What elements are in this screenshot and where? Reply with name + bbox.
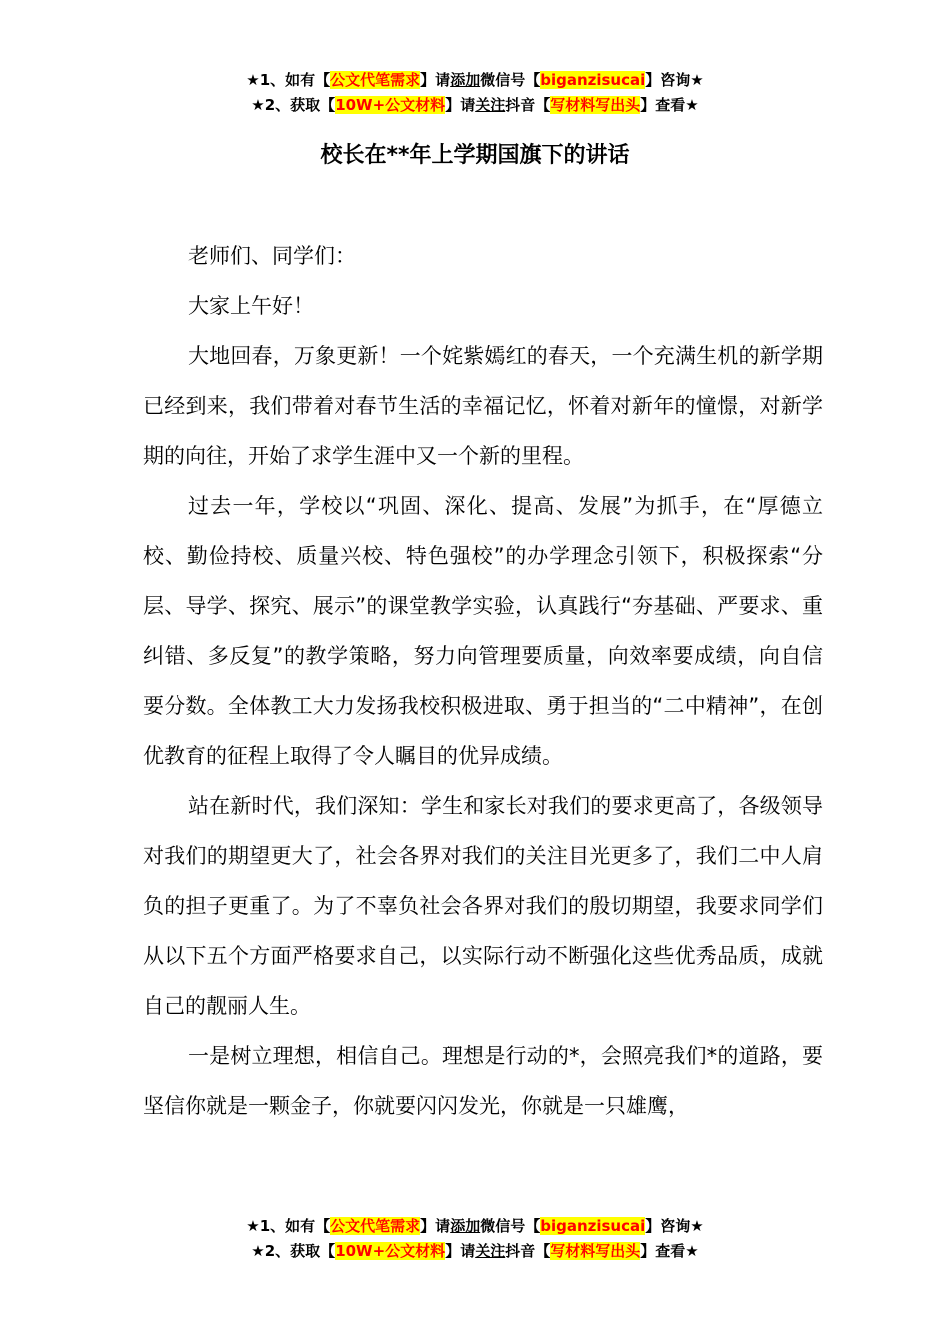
banner-text: 】咨询★ (645, 1217, 704, 1235)
banner-text: 抖音【 (505, 1242, 551, 1260)
banner-text: 】查看★ (640, 1242, 699, 1260)
banner-text: 微信号【 (480, 71, 541, 89)
banner-text: ★2、获取【 (251, 1242, 336, 1260)
paragraph: 大地回春，万象更新！一个姹紫嫣红的春天，一个充满生机的新学期已经到来，我们带着对春节生活的幸福记忆，怀着对新年的憧憬，对新学期的向往，开始了求学生涯中又一个新的里程。 (143, 344, 823, 468)
wechat-id: biganzisucai (540, 71, 646, 89)
banner-underlined: 关注 (475, 96, 506, 114)
banner-line-1 (0, 68, 950, 93)
header-banner (0, 68, 950, 118)
banner-underlined: 添加 (450, 71, 481, 89)
banner-text: 】咨询★ (645, 71, 704, 89)
douyin-account: 写材料写出头 (550, 1242, 641, 1260)
banner-text: 微信号【 (480, 1217, 541, 1235)
document-body (143, 231, 823, 1131)
banner-line-2 (0, 1239, 950, 1264)
banner-text: 】请 (420, 1217, 451, 1235)
banner-text: 】请 (445, 96, 476, 114)
banner-text: 】查看★ (640, 96, 699, 114)
banner-text: 】请 (420, 71, 451, 89)
banner-line-2 (0, 93, 950, 118)
banner-underlined: 关注 (475, 1242, 506, 1260)
banner-text: ★2、获取【 (251, 96, 336, 114)
douyin-account: 写材料写出头 (550, 96, 641, 114)
document-title: 校长在**年上学期国旗下的讲话 (320, 143, 630, 168)
banner-highlight: 10W+公文材料 (335, 1242, 446, 1260)
banner-text: 抖音【 (505, 96, 551, 114)
footer-banner (0, 1214, 950, 1264)
wechat-id: biganzisucai (540, 1217, 646, 1235)
banner-underlined: 添加 (450, 1217, 481, 1235)
paragraph: 过去一年，学校以“巩固、深化、提高、发展”为抓手，在“厚德立校、勤俭持校、质量兴校、特色强校”的办学理念引领下，积极探索“分层、导学、探究、展示”的课堂教学实验，认真践行“夯基础、严要求、重纠错、多反复”的教学策略，努力向管理要质量，向效率要成绩，向自信要分数。全体教工大力发扬我校积极进取、勇于担当的“二中精神”，在创优教育的征程上取得了令人瞩目的优异成绩。 (143, 494, 823, 768)
banner-highlight: 10W+公文材料 (335, 96, 446, 114)
banner-text: 】请 (445, 1242, 476, 1260)
banner-highlight: 公文代笔需求 (330, 1217, 421, 1235)
greeting: 大家上午好！ (188, 294, 314, 318)
banner-highlight: 公文代笔需求 (330, 71, 421, 89)
paragraph: 一是树立理想，相信自己。理想是行动的*，会照亮我们*的道路，要坚信你就是一颗金子，你就要闪闪发光，你就是一只雄鹰， (143, 1044, 823, 1118)
banner-text: ★1、如有【 (246, 1217, 331, 1235)
paragraph: 站在新时代，我们深知：学生和家长对我们的要求更高了，各级领导对我们的期望更大了，社会各界对我们的关注目光更多了，我们二中人肩负的担子更重了。为了不辜负社会各界对我们的殷切期望，我要求同学们从以下五个方面严格要求自己，以实际行动不断强化这些优秀品质，成就自己的靓丽人生。 (143, 794, 823, 1018)
banner-text: ★1、如有【 (246, 71, 331, 89)
salutation: 老师们、同学们： (188, 244, 356, 268)
banner-line-1 (0, 1214, 950, 1239)
